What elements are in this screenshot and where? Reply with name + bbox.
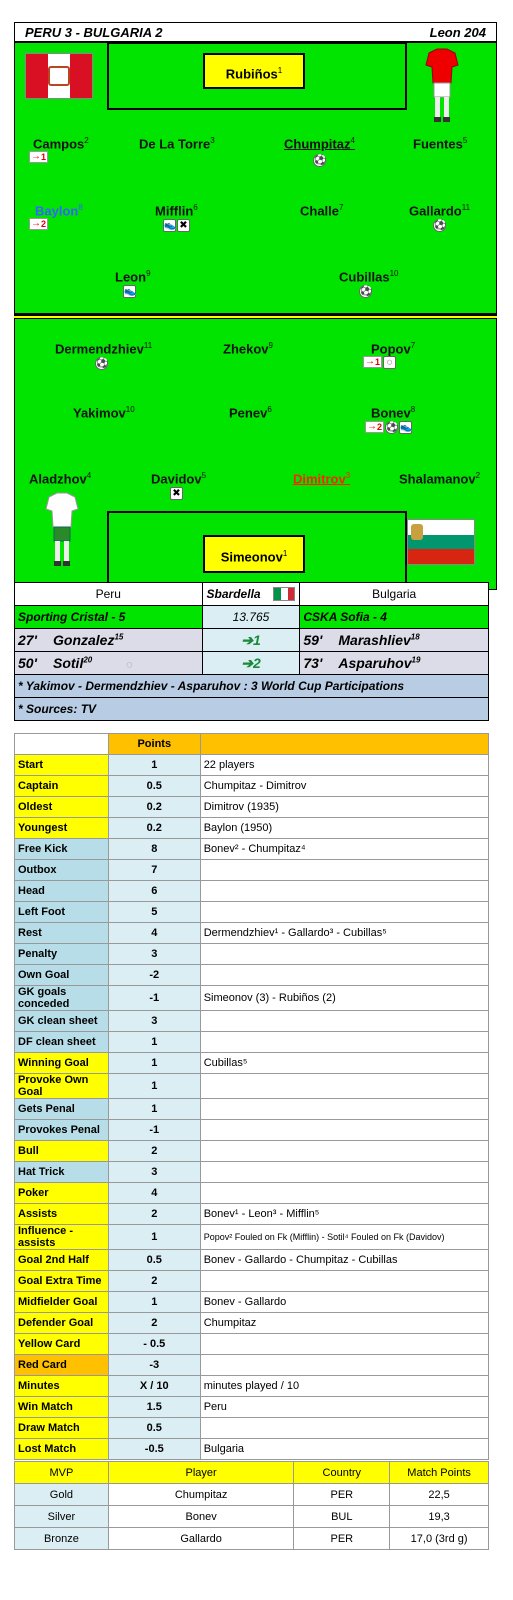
points-row bbox=[15, 860, 489, 881]
gk-bulgaria: Simeonov$^1$ bbox=[203, 535, 305, 573]
points-value: 0.5 bbox=[108, 1418, 200, 1439]
points-row bbox=[15, 923, 489, 944]
boot-icon: 👟 bbox=[164, 220, 177, 231]
points-note: Chumpitaz bbox=[200, 1313, 488, 1334]
points-row bbox=[15, 1183, 489, 1204]
points-note bbox=[200, 1099, 488, 1120]
note-sources: * Sources: TV bbox=[15, 698, 489, 721]
points-note bbox=[200, 1334, 488, 1355]
foul-icon: ✖ bbox=[170, 487, 183, 500]
player-cubillas: Cubillas$^{10}$ bbox=[339, 269, 399, 285]
player-challe: Challe$^7$ bbox=[300, 203, 344, 219]
points-note bbox=[200, 1355, 488, 1376]
points-note: minutes played / 10 bbox=[200, 1376, 488, 1397]
points-note bbox=[200, 1271, 488, 1292]
player-gallardo: Gallardo$^{11}$ bbox=[409, 203, 471, 219]
goal-ball-icon: ⚽ bbox=[96, 358, 109, 369]
points-row bbox=[15, 839, 489, 860]
points-corner bbox=[15, 734, 109, 755]
points-row bbox=[15, 986, 489, 1011]
player-col-header: Player bbox=[108, 1462, 294, 1484]
points-value: -2 bbox=[108, 965, 200, 986]
player-chumpitaz: Chumpitaz$^4$ bbox=[284, 136, 355, 152]
goal-ball-icon: ⚽ bbox=[386, 422, 399, 433]
points-note: Chumpitaz - Dimitrov bbox=[200, 776, 488, 797]
points-row bbox=[15, 1313, 489, 1334]
points-note bbox=[200, 1183, 488, 1204]
italy-flag-icon bbox=[273, 587, 295, 601]
points-note bbox=[200, 881, 488, 902]
goal-ball-icon: ⚽ bbox=[314, 155, 327, 166]
peru-kit-icon bbox=[425, 47, 459, 131]
points-note: Dimitrov (1935) bbox=[200, 797, 488, 818]
points-value: -1 bbox=[108, 1120, 200, 1141]
points-value: -3 bbox=[108, 1355, 200, 1376]
match-title: PERU 3 - BULGARIA 2 bbox=[25, 25, 163, 40]
player-aladzhov: Aladzhov$^4$ bbox=[29, 471, 92, 487]
points-row bbox=[15, 755, 489, 776]
points-value: 0.2 bbox=[108, 797, 200, 818]
points-label: Penalty bbox=[15, 944, 109, 965]
points-note: Cubillas⁵ bbox=[200, 1053, 488, 1074]
whistle-icon: ◌ bbox=[383, 356, 396, 369]
points-row bbox=[15, 1376, 489, 1397]
points-label: Rest bbox=[15, 923, 109, 944]
points-label: GK goals conceded bbox=[15, 986, 109, 1011]
points-label: Youngest bbox=[15, 818, 109, 839]
points-row bbox=[15, 1250, 489, 1271]
points-row bbox=[15, 1120, 489, 1141]
player-popov: Popov$^7$ bbox=[371, 341, 416, 357]
points-header: Points bbox=[108, 734, 200, 755]
gk-peru: Rubiños$^1$ bbox=[203, 53, 305, 89]
match-points-col-header: Match Points bbox=[390, 1462, 489, 1484]
mvp-country: BUL bbox=[294, 1506, 390, 1528]
points-value: -0.5 bbox=[108, 1439, 200, 1460]
points-value: X / 10 bbox=[108, 1376, 200, 1397]
points-row bbox=[15, 1418, 489, 1439]
sub1-arrow: ➔1 bbox=[202, 629, 300, 652]
points-note: Bonev² - Chumpitaz⁴ bbox=[200, 839, 488, 860]
mvp-country: PER bbox=[294, 1528, 390, 1550]
player-mifflin: Mifflin$^6$ bbox=[155, 203, 198, 219]
points-value: 0.2 bbox=[108, 818, 200, 839]
points-label: Influence - assists bbox=[15, 1225, 109, 1250]
mvp-row bbox=[15, 1528, 489, 1550]
team1-label: Peru bbox=[15, 583, 203, 606]
points-row bbox=[15, 776, 489, 797]
mvp-row bbox=[15, 1506, 489, 1528]
player-campos: Campos$^2$ bbox=[33, 136, 89, 152]
club2-label: CSKA Sofia - 4 bbox=[300, 606, 489, 629]
points-value: 2 bbox=[108, 1141, 200, 1162]
points-value: 1 bbox=[108, 1032, 200, 1053]
boot-icon: 👟 bbox=[400, 422, 413, 433]
bulgaria-kit-icon bbox=[45, 491, 79, 575]
points-note bbox=[200, 902, 488, 923]
points-value: 1 bbox=[108, 1053, 200, 1074]
points-label: Win Match bbox=[15, 1397, 109, 1418]
points-note bbox=[200, 1120, 488, 1141]
points-row bbox=[15, 1204, 489, 1225]
points-value: 3 bbox=[108, 1162, 200, 1183]
points-note bbox=[200, 1032, 488, 1053]
attendance-value: 13.765 bbox=[202, 606, 300, 629]
points-value: 0.5 bbox=[108, 1250, 200, 1271]
points-note: Bonev - Gallardo bbox=[200, 1292, 488, 1313]
whistle-icon: ◌ bbox=[126, 659, 133, 671]
mvp-country: PER bbox=[294, 1484, 390, 1506]
peru-flag-icon bbox=[25, 53, 93, 99]
points-note: Peru bbox=[200, 1397, 488, 1418]
sub2-peru: 50' Sotil$^{20}$ ◌ bbox=[15, 652, 203, 675]
boot-icon: 👟 bbox=[124, 286, 137, 297]
points-row bbox=[15, 1355, 489, 1376]
points-value: - 0.5 bbox=[108, 1334, 200, 1355]
pitch-peru bbox=[14, 42, 497, 314]
points-label: Midfielder Goal bbox=[15, 1292, 109, 1313]
points-row bbox=[15, 1141, 489, 1162]
points-row bbox=[15, 1439, 489, 1460]
mvp-medal: Silver bbox=[15, 1506, 109, 1528]
points-value: 8 bbox=[108, 839, 200, 860]
sub-indicator: → 2 bbox=[31, 218, 47, 229]
points-note bbox=[200, 1418, 488, 1439]
referee-name: Sbardella bbox=[206, 587, 261, 601]
points-row bbox=[15, 1053, 489, 1074]
points-row bbox=[15, 797, 489, 818]
player-shalamanov: Shalamanov$^2$ bbox=[399, 471, 481, 487]
points-value: -1 bbox=[108, 986, 200, 1011]
mvp-medal: Bronze bbox=[15, 1528, 109, 1550]
points-row bbox=[15, 818, 489, 839]
venue-label: Leon 204 bbox=[429, 25, 486, 40]
points-note bbox=[200, 1074, 488, 1099]
points-note bbox=[200, 965, 488, 986]
points-value: 5 bbox=[108, 902, 200, 923]
points-note bbox=[200, 1162, 488, 1183]
points-label: GK clean sheet bbox=[15, 1011, 109, 1032]
team2-label: Bulgaria bbox=[300, 583, 489, 606]
sub-indicator: → 2 ⚽ 👟 bbox=[367, 421, 413, 433]
points-label: Minutes bbox=[15, 1376, 109, 1397]
points-row bbox=[15, 1225, 489, 1250]
mvp-row bbox=[15, 1484, 489, 1506]
player-leon: Leon$^9$ bbox=[115, 269, 151, 285]
points-label: DF clean sheet bbox=[15, 1032, 109, 1053]
points-label: Winning Goal bbox=[15, 1053, 109, 1074]
sub-indicator: → 1 bbox=[31, 151, 47, 162]
mvp-medal: Gold bbox=[15, 1484, 109, 1506]
mvp-table bbox=[14, 1461, 489, 1550]
mvp-points: 17,0 (3rd g) bbox=[390, 1528, 489, 1550]
points-note: 22 players bbox=[200, 755, 488, 776]
referee-cell bbox=[202, 583, 300, 606]
points-row bbox=[15, 1162, 489, 1183]
points-value: 3 bbox=[108, 1011, 200, 1032]
points-label: Draw Match bbox=[15, 1418, 109, 1439]
player-dermendzhiev: Dermendzhiev$^{11}$ bbox=[55, 341, 153, 357]
points-note bbox=[200, 1011, 488, 1032]
player-baylon: Baylon$^8$ bbox=[35, 203, 83, 219]
player-davidov: Davidov$^5$ bbox=[151, 471, 207, 487]
points-value: 1.5 bbox=[108, 1397, 200, 1418]
sub2-arrow: ➔2 bbox=[202, 652, 300, 675]
points-note: Bulgaria bbox=[200, 1439, 488, 1460]
points-row bbox=[15, 1074, 489, 1099]
points-value: 2 bbox=[108, 1313, 200, 1334]
points-label: Goal 2nd Half bbox=[15, 1250, 109, 1271]
points-label: Captain bbox=[15, 776, 109, 797]
points-row bbox=[15, 1397, 489, 1418]
points-row bbox=[15, 965, 489, 986]
points-label: Lost Match bbox=[15, 1439, 109, 1460]
match-header bbox=[14, 22, 497, 42]
points-row bbox=[15, 881, 489, 902]
points-note bbox=[200, 860, 488, 881]
points-label: Free Kick bbox=[15, 839, 109, 860]
points-value: 2 bbox=[108, 1271, 200, 1292]
mvp-points: 19,3 bbox=[390, 1506, 489, 1528]
points-label: Defender Goal bbox=[15, 1313, 109, 1334]
points-row bbox=[15, 902, 489, 923]
match-info-table bbox=[14, 582, 489, 721]
points-table bbox=[14, 733, 489, 1460]
points-label: Left Foot bbox=[15, 902, 109, 923]
points-value: 1 bbox=[108, 1292, 200, 1313]
points-label: Hat Trick bbox=[15, 1162, 109, 1183]
points-label: Goal Extra Time bbox=[15, 1271, 109, 1292]
points-note bbox=[200, 1141, 488, 1162]
points-value: 4 bbox=[108, 923, 200, 944]
points-value: 7 bbox=[108, 860, 200, 881]
mvp-points: 22,5 bbox=[390, 1484, 489, 1506]
points-value: 4 bbox=[108, 1183, 200, 1204]
points-label: Poker bbox=[15, 1183, 109, 1204]
foul-icon: ✖ bbox=[177, 219, 190, 232]
points-note: Popov² Fouled on Fk (Mifflin) - Sotil⁴ Fouled on Fk (Davidov) bbox=[200, 1225, 488, 1250]
points-row bbox=[15, 944, 489, 965]
points-value: 3 bbox=[108, 944, 200, 965]
sub1-bulgaria: 59' Marashliev$^{18}$ bbox=[300, 629, 489, 652]
player-yakimov: Yakimov$^{10}$ bbox=[73, 405, 135, 421]
points-row bbox=[15, 1292, 489, 1313]
mvp-col-header: MVP bbox=[15, 1462, 109, 1484]
points-label: Assists bbox=[15, 1204, 109, 1225]
sub2-bulgaria: 73' Asparuhov$^{19}$ bbox=[300, 652, 489, 675]
mvp-player: Bonev bbox=[108, 1506, 294, 1528]
goal-ball-icon: ⚽ bbox=[434, 220, 447, 231]
points-row bbox=[15, 1271, 489, 1292]
player-dimitrov: Dimitrov$^3$ bbox=[293, 471, 351, 487]
points-note: Simeonov (3) - Rubiños (2) bbox=[200, 986, 488, 1011]
points-row bbox=[15, 1099, 489, 1120]
player-zhekov: Zhekov$^9$ bbox=[223, 341, 273, 357]
points-value: 0.5 bbox=[108, 776, 200, 797]
player-bonev: Bonev$^8$ bbox=[371, 405, 416, 421]
points-value: 2 bbox=[108, 1204, 200, 1225]
assist-icons bbox=[163, 219, 190, 232]
points-row bbox=[15, 1334, 489, 1355]
points-label: Yellow Card bbox=[15, 1334, 109, 1355]
pitch-bulgaria bbox=[14, 318, 497, 590]
player-fuentes: Fuentes$^5$ bbox=[413, 136, 468, 152]
player-de-la-torre: De La Torre$^3$ bbox=[139, 136, 215, 152]
goal-ball-icon: ⚽ bbox=[360, 286, 373, 297]
points-note: Bonev - Gallardo - Chumpitaz - Cubillas bbox=[200, 1250, 488, 1271]
points-note: Dermendzhiev¹ - Gallardo³ - Cubillas⁵ bbox=[200, 923, 488, 944]
points-label: Bull bbox=[15, 1141, 109, 1162]
points-note bbox=[200, 944, 488, 965]
player-penev: Penev$^6$ bbox=[229, 405, 272, 421]
bulgaria-flag-icon bbox=[407, 519, 475, 565]
points-note: Baylon (1950) bbox=[200, 818, 488, 839]
country-col-header: Country bbox=[294, 1462, 390, 1484]
points-label: Start bbox=[15, 755, 109, 776]
points-label: Red Card bbox=[15, 1355, 109, 1376]
note-world-cups: * Yakimov - Dermendzhiev - Asparuhov : 3 World Cup Participations bbox=[15, 675, 489, 698]
points-row bbox=[15, 1032, 489, 1053]
points-value: 1 bbox=[108, 1074, 200, 1099]
sub-indicator: → 1 ◌ bbox=[363, 356, 396, 369]
points-label: Own Goal bbox=[15, 965, 109, 986]
points-label: Outbox bbox=[15, 860, 109, 881]
sub1-peru: 27' Gonzalez$^{15}$ bbox=[15, 629, 203, 652]
points-value: 6 bbox=[108, 881, 200, 902]
points-value: 1 bbox=[108, 1225, 200, 1250]
mvp-player: Gallardo bbox=[108, 1528, 294, 1550]
points-label: Oldest bbox=[15, 797, 109, 818]
points-label: Provoke Own Goal bbox=[15, 1074, 109, 1099]
points-row bbox=[15, 1011, 489, 1032]
points-label: Provokes Penal bbox=[15, 1120, 109, 1141]
points-label: Gets Penal bbox=[15, 1099, 109, 1120]
points-value: 1 bbox=[108, 1099, 200, 1120]
points-rows bbox=[15, 755, 489, 1460]
mvp-player: Chumpitaz bbox=[108, 1484, 294, 1506]
points-label: Head bbox=[15, 881, 109, 902]
points-header-notes bbox=[200, 734, 488, 755]
points-value: 1 bbox=[108, 755, 200, 776]
mvp-rows bbox=[15, 1484, 489, 1550]
points-note: Bonev¹ - Leon³ - Mifflin⁵ bbox=[200, 1204, 488, 1225]
club1-label: Sporting Cristal - 5 bbox=[15, 606, 203, 629]
